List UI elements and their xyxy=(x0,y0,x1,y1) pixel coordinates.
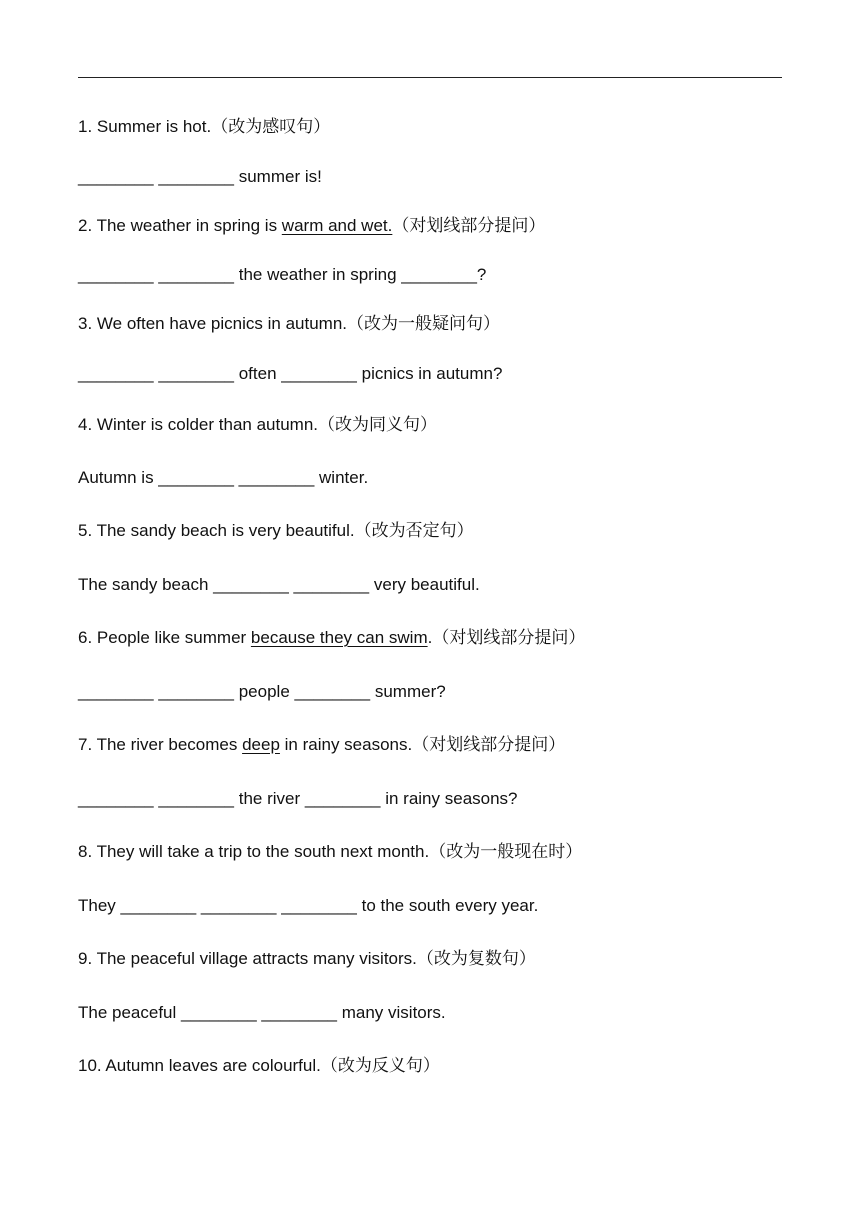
question-1-instruction: （改为感叹句） xyxy=(211,117,331,137)
answer-line-5: The sandy beach ________ ________ very beautiful. xyxy=(78,575,480,594)
question-6-stem: 6. People like summer xyxy=(78,628,251,647)
question-10 xyxy=(78,1055,440,1077)
question-4-instruction: （改为同义句） xyxy=(318,415,438,435)
question-6-instruction: （对划线部分提问） xyxy=(432,628,586,648)
answer-line-1: ________ ________ summer is! xyxy=(78,167,322,186)
question-5 xyxy=(78,520,474,542)
question-2 xyxy=(78,215,545,237)
question-7-stem: 7. The river becomes xyxy=(78,735,243,754)
question-8 xyxy=(78,841,582,863)
question-2-instruction: （对划线部分提问） xyxy=(392,216,546,236)
question-6-stem-end: . xyxy=(427,628,433,647)
question-6 xyxy=(78,627,585,649)
question-9 xyxy=(78,948,536,970)
question-4 xyxy=(78,414,437,436)
question-6-underlined: because they can swim xyxy=(250,628,428,647)
question-9-instruction: （改为复数句） xyxy=(416,949,536,969)
question-10-instruction: （改为反义句） xyxy=(320,1056,440,1076)
answer-line-7: ________ ________ the river ________ in rainy seasons? xyxy=(78,789,518,808)
question-3-instruction: （改为一般疑问句） xyxy=(347,314,501,334)
question-3 xyxy=(78,313,500,335)
header-rule xyxy=(78,77,782,78)
answer-line-6: ________ ________ people ________ summer? xyxy=(78,682,446,701)
question-7-underlined: deep xyxy=(242,735,280,754)
question-4-stem: 4. Winter is colder than autumn. xyxy=(78,415,319,434)
question-5-stem: 5. The sandy beach is very beautiful. xyxy=(78,521,355,540)
question-1 xyxy=(78,116,330,138)
answer-line-2: ________ ________ the weather in spring ________? xyxy=(78,265,487,284)
question-8-stem: 8. They will take a trip to the south next month. xyxy=(78,842,430,861)
answer-line-3: ________ ________ often ________ picnics in autumn? xyxy=(78,364,503,383)
question-2-underlined: warm and wet. xyxy=(281,216,393,235)
question-7-stem-end: in rainy seasons. xyxy=(279,735,413,754)
question-8-instruction: （改为一般现在时） xyxy=(429,842,583,862)
question-2-stem: 2. The weather in spring is xyxy=(78,216,282,235)
question-9-stem: 9. The peaceful village attracts many visitors. xyxy=(78,949,417,968)
question-5-instruction: （改为否定句） xyxy=(354,521,474,541)
answer-line-8: They ________ ________ ________ to the south every year. xyxy=(78,896,539,915)
question-3-stem: 3. We often have picnics in autumn. xyxy=(78,314,348,333)
question-7-instruction: （对划线部分提问） xyxy=(412,735,566,755)
answer-line-9: The peaceful ________ ________ many visitors. xyxy=(78,1003,446,1022)
answer-line-4: Autumn is ________ ________ winter. xyxy=(78,468,369,487)
question-10-stem: 10. Autumn leaves are colourful. xyxy=(78,1056,321,1075)
question-7 xyxy=(78,734,565,756)
question-1-stem: 1. Summer is hot. xyxy=(78,117,212,136)
